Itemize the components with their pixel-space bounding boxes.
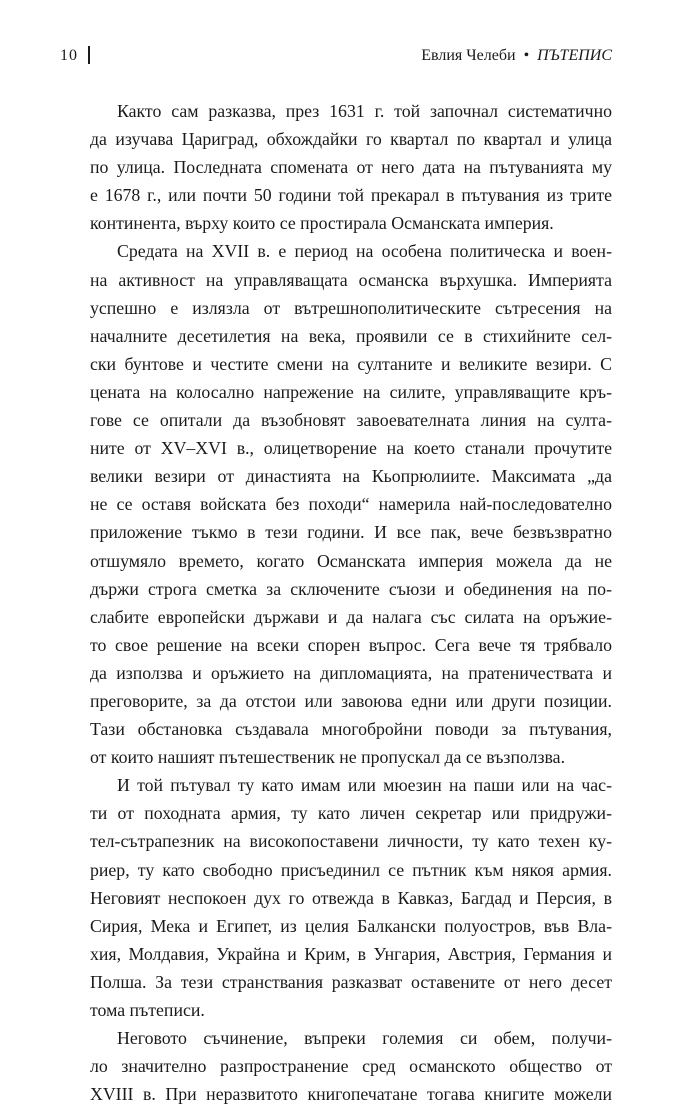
text-line: успешно е излязла от вътрешнополитическите сътресения на (90, 297, 612, 318)
text-line: началните десетилетия на века, проявили се в стихийните сел- (90, 325, 612, 346)
text-line: на активност на управляващата османска върхушка. Империята (90, 269, 612, 290)
text-line: хия, Молдавия, Украйна и Крим, в Унгария, Австрия, Германия и (90, 943, 612, 964)
text-line: да използва и оръжието на дипломацията, на пратеничествата и (90, 662, 612, 683)
text-line: Тази обстановка създавала многобройни поводи за пътувания, (90, 719, 612, 740)
text-line: преговорите, за да отстои или завоюва едни или други позиции. (90, 690, 612, 711)
text-line: слабите европейски държави и да налага със силата на оръжие- (90, 606, 612, 627)
text-line: ло значително разпространение сред османското общество от (90, 1056, 612, 1077)
text-line: И той пътувал ту като имам или мюезин на паши или на час- (117, 775, 612, 796)
running-title (421, 44, 612, 68)
text-line: да изучава Цариград, обхождайки го квартал по квартал и улица (90, 129, 612, 150)
text-line: тома пътеписи. (90, 1000, 205, 1020)
text-line: не се оставя войската без походи“ намерила най-последователно (90, 494, 612, 515)
body-text (90, 97, 612, 1108)
text-line: риер, ту като свободно присъединил се пътник към някоя армия. (90, 859, 612, 880)
book-title: ПЪТЕПИС (537, 47, 612, 64)
text-line: XVIII в. При неразвитото книгопечатане тогава книгите можели (90, 1084, 612, 1105)
text-line: приложение тъкмо в тези години. И все пак, вече безвъзвратно (90, 522, 612, 543)
text-line: отшумяло времето, когато Османската империя можела да не (90, 550, 612, 571)
text-line: Сирия, Мека и Египет, из целия Балкански полуостров, във Вла- (90, 915, 612, 936)
paragraph (90, 771, 612, 1024)
text-line: държи строга сметка за сключените съюзи и обединения на по- (90, 578, 612, 599)
text-line: цената на колосално напрежение на силите, управляващите кръ- (90, 381, 612, 402)
text-line: от които нашият пътешественик не пропускал да се възползва. (90, 747, 566, 768)
text-line: Неговото съчинение, въпреки големия си обем, получи- (117, 1028, 612, 1049)
text-line: гове се опитали да възобновят завоевателната линия на султа- (90, 410, 612, 431)
text-line: Както сам разказва, през 1631 г. той започнал систематично (117, 101, 612, 121)
paragraph (90, 237, 612, 771)
text-line: велики везири от династията на Кьопрюлиите. Максимата „да (90, 466, 612, 487)
paragraph (90, 97, 612, 237)
text-line: Полша. За тези странствания разказват оставените от него десет (90, 971, 612, 992)
header-bullet: • (523, 47, 530, 64)
running-header (60, 44, 612, 68)
text-line: тел-сътрапезник на високопоставени личности, ту като техен ку- (90, 831, 612, 852)
text-line: ти от походната армия, ту като личен секретар или придружи- (90, 803, 612, 824)
text-line: то свое решение на всеки спорен въпрос. Сега вече тя трябвало (90, 634, 612, 655)
text-line: по улица. Последната спомената от него дата на пътуванията му (90, 157, 612, 178)
text-line: континента, върху които се простирала Османската империя. (90, 213, 554, 234)
text-line: ните от XV–XVI в., олицетворение на което станали прочутите (90, 438, 612, 459)
text-line: Неговият неспокоен дух го отвежда в Кавказ, Багдад и Персия, в (90, 887, 612, 908)
paragraph (90, 1024, 612, 1108)
author-name: Евлия Челеби (421, 47, 516, 64)
text-line: ски бунтове и честите смени на султаните и великите везири. С (90, 353, 612, 374)
header-separator (88, 46, 90, 64)
text-line: Средата на XVII в. е период на особена политическа и воен- (117, 241, 612, 262)
page-number: 10 (60, 47, 78, 64)
text-line: е 1678 г., или почти 50 години той прекарал в пътувания из трите (90, 185, 612, 206)
